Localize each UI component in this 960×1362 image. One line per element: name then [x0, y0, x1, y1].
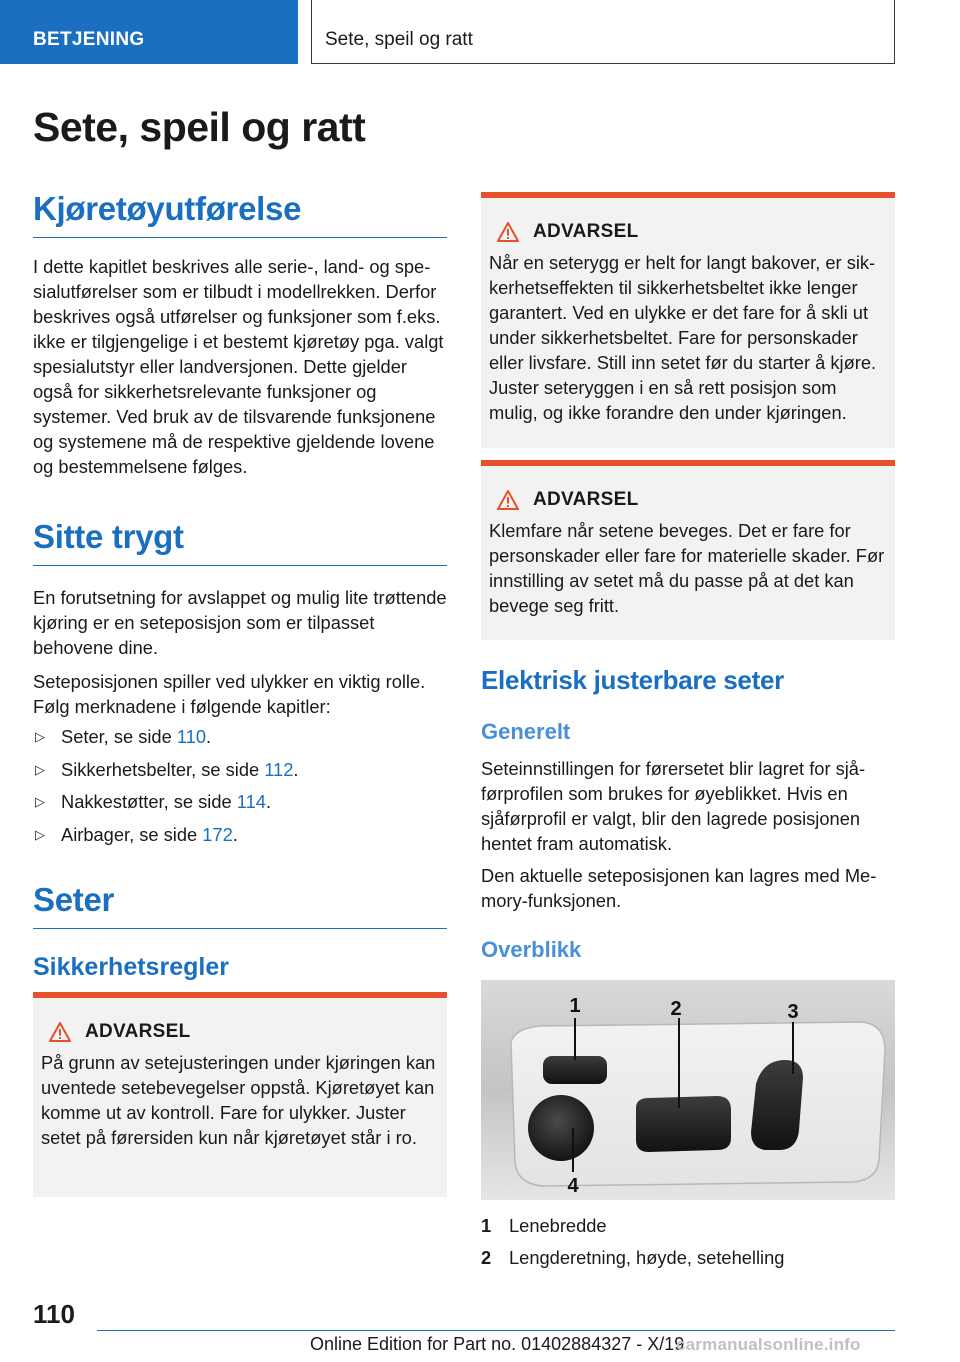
warning-box-seat-adjust: [33, 992, 447, 1197]
header-chapter-box: [311, 0, 895, 64]
page-link[interactable]: 110: [176, 726, 207, 747]
triangle-bullet-icon: ▷: [35, 826, 45, 842]
legend-number: 2: [481, 1247, 492, 1268]
warning-triangle-icon: [497, 490, 519, 510]
heading-safety-rules: Sikkerhetsregler: [33, 953, 229, 981]
lumbar-width-switch: [543, 1056, 607, 1084]
photo-label-1: 1: [569, 995, 581, 1017]
warning-title: ADVARSEL: [533, 489, 639, 510]
memory-knob: [528, 1095, 594, 1161]
page-title: Sete, speil og ratt: [33, 104, 366, 150]
warning-text: Klemfare når setene beveges. Det er fare for personskader eller fare for materielle skader. Før innstilling av setet må du passe på at det kan bevege seg fritt.: [489, 520, 885, 616]
general-text-2: Den aktuelle seteposisjonen kan lagres med Memory-funksjonen.: [481, 865, 877, 911]
heading-overview: Overblikk: [481, 937, 582, 962]
warning-text: Når en seterygg er helt for langt bakover, er sikkerhetseffekten til sikkerhetsbeltet ikke lenger garantert. Ved en ulykke er det fare for å skli ut under sikkerhetsbeltet. Fare for personskader eller livsfare. Still inn setet før du starter å kjøre. Juster seteryggen i en så rett posisjon som mulig, og ikke forandre den under kjøringen.: [489, 252, 877, 423]
header-chapter-label: Sete, speil og ratt: [325, 29, 473, 50]
legend-item: [481, 1213, 895, 1238]
page-link[interactable]: 114: [236, 791, 266, 812]
triangle-bullet-icon: ▷: [35, 729, 45, 744]
legend-text: Lengderetning, høyde, setehelling: [509, 1247, 785, 1268]
list-item: ▷ Sikkerhetsbelter, se side 112.: [35, 758, 299, 780]
warning-box-pinch: [481, 460, 895, 640]
header-section-tab: [0, 0, 298, 64]
header-section-label: BETJENING: [33, 29, 145, 50]
sit-safely-text-1: En forutsetning for avslappet og mulig lite trøttende kjøring er en seteposisjon som er tilpasset behovene dine.: [33, 587, 447, 658]
seat-controls-photo: [481, 980, 895, 1200]
heading-general: Generelt: [481, 719, 571, 744]
legend-text: Lenebredde: [509, 1215, 607, 1236]
list-item: ▷ Airbager, se side 172.: [35, 823, 238, 845]
vehicle-version-text: I dette kapitlet beskrives alle serie-, land- og spesialutførelser som er tilbudt i modellrekken. Derfor beskrives også utførelser og funksjoner som f.eks. ikke er tilgjengelige i et bestemt kjøretøy pga. valgt spesialutstyr eller landversjonen. Dette gjelder også for sikkerhetsrelevante funksjoner og systemer. Ved bruk av de tilsvarende funksjonene og systemene må de respektive gjeldende lovene og bestemmelsene følges.: [33, 256, 444, 477]
seat-position-switch: [636, 1096, 731, 1152]
list-item: ▷ Seter, se side 110.: [35, 726, 212, 747]
triangle-bullet-icon: ▷: [35, 794, 45, 809]
warning-title: ADVARSEL: [85, 1021, 191, 1042]
general-text-1: Seteinnstillingen for førersetet blir lagret for sjåførprofilen som brukes for øyeblikket. Hvis en sjåførprofil er valgt, blir den lagrede posisjonen hentet fram automatisk.: [481, 758, 866, 854]
legend-number: 1: [481, 1215, 492, 1236]
heading-seats: Seter: [33, 881, 447, 929]
legend-item: [481, 1245, 895, 1270]
photo-label-2: 2: [670, 998, 682, 1020]
list-item: ▷ Nakkestøtter, se side 114.: [35, 791, 272, 812]
sit-safely-text-2: Seteposisjonen spiller ved ulykker en viktig rolle. Følg merknadene i følgende kapitler:: [33, 671, 426, 717]
heading-electric-seats: Elektrisk justerbare seter: [481, 665, 784, 695]
photo-label-4: 4: [567, 1175, 579, 1197]
footer-divider: [97, 1330, 895, 1331]
photo-label-3: 3: [787, 1001, 799, 1023]
chapter-reference-list: [33, 724, 447, 854]
warning-text: På grunn av setejusteringen under kjøringen kan uventede setebevegelser oppstå. Kjøretøyet kan komme ut av kontroll. Fare for ulykker. Juster setet på førersiden kun når kjøretøyet står i ro.: [41, 1052, 436, 1148]
warning-triangle-icon: [497, 222, 519, 242]
watermark: carmanualsonline.info: [676, 1335, 861, 1354]
heading-sit-safely: Sitte trygt: [33, 518, 447, 566]
warning-box-backrest: [481, 192, 895, 448]
footer-edition: Online Edition for Part no. 01402884327 - X/19: [310, 1334, 685, 1354]
page-link[interactable]: 172: [202, 823, 233, 845]
page-link[interactable]: 112: [264, 758, 294, 780]
page-number: 110: [33, 1299, 75, 1329]
warning-triangle-icon: [49, 1022, 71, 1042]
triangle-bullet-icon: ▷: [35, 761, 45, 777]
warning-title: ADVARSEL: [533, 221, 639, 242]
heading-vehicle-version: Kjøretøyutførelse: [33, 190, 447, 238]
